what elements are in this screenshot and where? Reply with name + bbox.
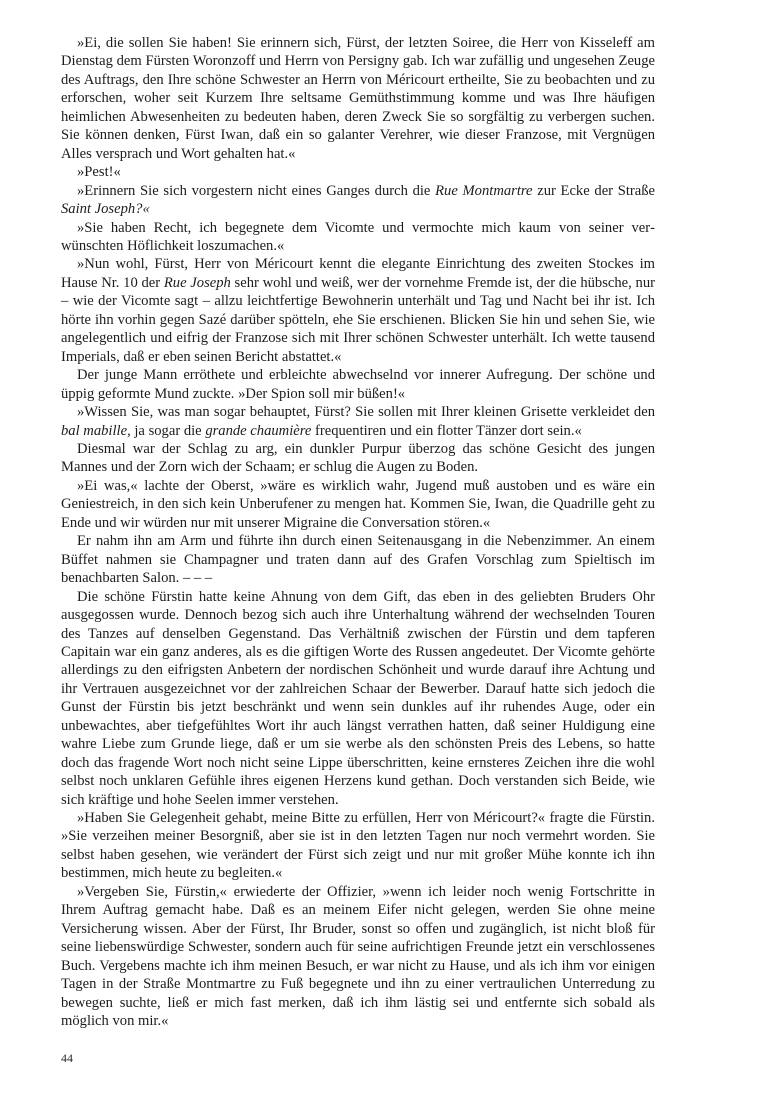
paragraph: Die schöne Fürstin hatte keine Ahnung von dem Gift, das eben in des geliebten Bruders Ohr ausgegossen wurde. Dennoch bezog sich auch ihre Unterhaltung während der wechselnden Touren des Tanzes auf denselben Gegenstand. Das Verhältniß zwischen der Fürstin und dem tapferen Capitain war ein ganz anderes, als es die giftigen Worte des Russen angedeutet. Der Vicomte gehörte allerdings zu den eifrigsten Anbetern der nordischen Schönheit und wurde darauf ihre Achtung und ihr Vertrauen ausgezeichnet vor der zahlreichen Schaar der Bewerber. Darauf hatte sich jedoch die Gunst der Fürstin bis jetzt beschränkt und wenn sein dunkles auf ihr ruhendes Auge, oder ein unbewachtes, aber tiefgefühltes Wort ihr auch längst verrathen hatten, daß seiner Huldigung eine wahre Liebe zum Grunde liege, daß er um sie werbe als den schönsten Preis des Lebens, so hatte doch das fragende Wort noch nicht seine Lippe überschritten, keine ernsteres Zeichen ihre die wohl selbst noch unklaren Gefühle ihres eigenen Herzens kund gethan. Doch verstanden sich Beide, wie sich kräftige und hohe Seelen immer verstehen. — [61, 588, 655, 808]
paragraph: »Haben Sie Gelegenheit gehabt, meine Bitte zu erfüllen, Herr von Méricourt?« fragte die Fürstin. »Sie verzeihen meiner Besorgniß, aber sie ist in den letzten Tagen nur noch vermehrt worden. Sie selbst haben gesehen, wie verändert der Fürst sich zeigt und nur mit großer Mühe konnte ich ihn bestimmen, mich heute zu begleiten.« — [61, 810, 655, 882]
paragraph: »Sie haben Recht, ich begegnete dem Vicomte und vermochte mich kaum von seiner verwünschten Höflichkeit loszumachen.« — [61, 219, 655, 254]
paragraph: Der junge Mann erröthete und erbleichte abwechselnd vor innerer Aufregung. Der schöne und üppig geformte Mund zuckte. »Der Spion soll mir büßen!« — [61, 367, 655, 402]
paragraph: Diesmal war der Schlag zu arg, ein dunkler Purpur überzog das schöne Gesicht des jungen Mannes und der Zorn wich der Schaam; er schlug die Augen zu Boden. — [61, 440, 655, 476]
paragraph: »Vergeben Sie, Fürstin,« erwiederte der Offizier, »wenn ich leider noch wenig Fortschritte in Ihrem Auftrag gemacht habe. Daß es an meinem Eifer nicht gelegen, werden Sie ohne meine Versicherung wissen. Aber der Fürst, Ihr Bruder, sonst so offen und zugänglich, ist nicht bloß für seine liebenswürdige Schwester, sondern auch für seine aufrichtigen Freunde jetzt ein verschlossenes Buch. Vergebens machte ich ihm meinen Besuch, er war nicht zu Hause, und als ich ihm vor einigen Tagen in der Straße Montmartre zu Fuß begegnete und ihn zu einer vertraulichen Unterredung zu bewegen suchte, ließ er mich fast merken, daß ich ihm lästig sei und entfernte sich sobald als möglich von mir.« — [61, 883, 655, 1030]
book-page-text — [61, 34, 655, 1030]
paragraph: »Ei, die sollen Sie haben! Sie erinnern sich, Fürst, der letzten Soiree, die Herr von Kisseleff am Dienstag dem Fürsten Woronzoff und Herrn von Persigny gab. Ich war zufällig und ungesehen Zeuge des Auftrags, den Ihre schöne Schwester an Herrn von Méricourt ertheilte, Sie zu beobachten und zu erforschen, woher seit Kurzem Ihre seltsame Gemüthstimmung komme und was Ihre häufigen heimlichen Abwesenheiten zu bedeuten haben, deren Zweck Sie so sorgfältig zu verbergen suchen. Sie können denken, Fürst Iwan, daß ein so galanter Verehrer, wie dieser Franzose, mit Vergnügen Alles versprach und Wort gehalten hat.« — [61, 35, 655, 162]
paragraph: »Erinnern Sie sich vorgestern nicht eines Ganges durch die Rue Montmartre zur Ecke der Straße Saint Joseph?« — [61, 182, 656, 218]
paragraph: »Pest!« — [77, 164, 121, 181]
paragraph: Er nahm ihn am Arm und führte ihn durch einen Seitenausgang in die Nebenzimmer. An einem Büffet nahmen sie Champagner und traten dann auf des Grafen Vorschlag zum Spieltisch im benachbarten Salon. – – – — [61, 533, 655, 587]
paragraph: »Ei was,« lachte der Oberst, »wäre es wirklich wahr, Jugend muß austoben und es wäre ein Geniestreich, in den sich kein Unberufener zu mengen hat. Kommen Sie, Iwan, die Quadrille geht zu Ende und wir würden nur mit unserer Migraine die Conversation stören.« — [61, 477, 655, 531]
page-number: 44 — [61, 1051, 73, 1065]
paragraph: »Wissen Sie, was man sogar behauptet, Fürst? Sie sollen mit Ihrer kleinen Grisette verkleidet den bal mabille, ja sogar die grande chaumière frequentiren und ein flotter Tänzer dort sein.« — [61, 404, 655, 439]
paragraph: »Nun wohl, Fürst, Herr von Méricourt kennt die elegante Einrichtung des zweiten Stockes im Hause Nr. 10 der Rue Joseph sehr wohl und weiß, wer der vornehme Fremde ist, der die hübsche, nur – wie der Vicomte sagt – allzu leichtfertige Bewohnerin unterhält und Tag und Nacht bei ihr ist. Ich hörte ihn vorhin gegen Sazé darüber spötteln, ehe Sie erschienen. Blicken Sie hin und sehen Sie, wie angelegentlich und eifrig der Franzose sich mit Ihrer schönen Schwester unterhält. Ich wette tausend Imperials, daß er eben seinen Bericht abstattet.« — [61, 256, 655, 365]
